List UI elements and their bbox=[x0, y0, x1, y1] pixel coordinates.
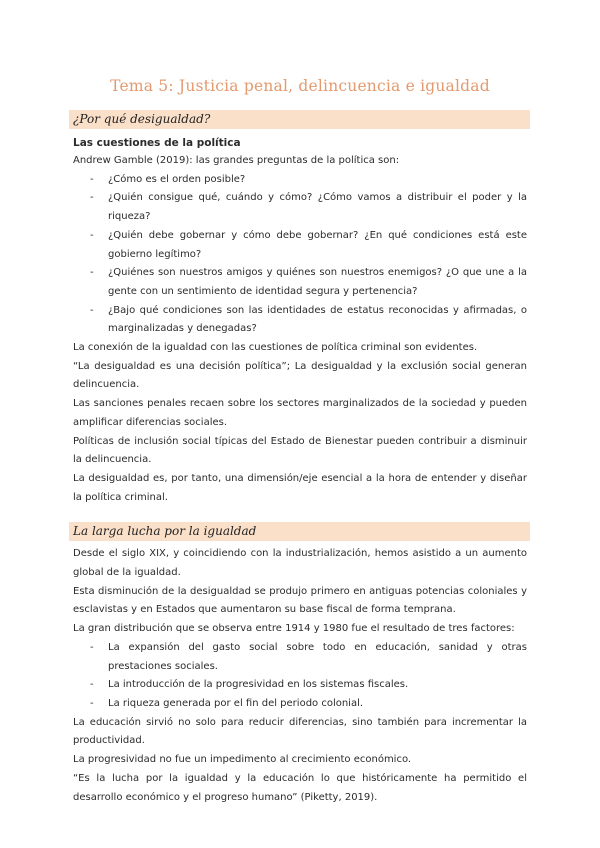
list-item: - La introducción de la progresividad en los sistemas fiscales. bbox=[90, 679, 409, 691]
paragraph: Políticas de inclusión social típicas del Estado de Bienestar pueden contribuir a disminuir la delincuencia. bbox=[73, 435, 527, 466]
paragraph: Las sanciones penales recaen sobre los sectores marginalizados de la sociedad y pueden amplificar diferencias sociales. bbox=[73, 398, 527, 428]
document-page bbox=[73, 74, 527, 807]
list-item: - La expansión del gasto social sobre todo en educación, sanidad y otras prestaciones sociales. bbox=[90, 641, 527, 672]
list-item: - La riqueza generada por el fin del periodo colonial. bbox=[90, 697, 364, 709]
paragraph: Desde el siglo XIX, y coincidiendo con la industrialización, hemos asistido a un aumento global de la igualdad. bbox=[73, 548, 527, 579]
paragraph: La gran distribución que se observa entre 1914 y 1980 fue el resultado de tres factores: bbox=[73, 623, 515, 635]
section-heading-long-struggle: La larga lucha por la igualdad bbox=[69, 522, 530, 541]
list-item: - ¿Quién debe gobernar y cómo debe gobernar? ¿En qué condiciones está este gobierno legítimo? bbox=[90, 229, 527, 260]
paragraph: La progresividad no fue un impedimento al crecimiento económico. bbox=[73, 754, 412, 766]
factors-list bbox=[73, 639, 527, 714]
paragraph: Esta disminución de la desigualdad se produjo primero en antiguas potencias coloniales y esclavistas y en Estados que aumentaron su base fiscal de forma temprana. bbox=[73, 585, 527, 616]
paragraph: “La desigualdad es una decisión política”; La desigualdad y la exclusión social generan delincuencia. bbox=[73, 360, 527, 391]
list-item: - ¿Bajo qué condiciones son las identidades de estatus reconocidas y afirmadas, o marginalizadas y denegadas? bbox=[90, 304, 527, 335]
paragraph: La educación sirvió no solo para reducir diferencias, sino también para incrementar la productividad. bbox=[73, 716, 527, 747]
document-title: Tema 5: Justicia penal, delincuencia e igualdad bbox=[110, 77, 490, 95]
list-item: - ¿Quiénes son nuestros amigos y quiénes son nuestros enemigos? ¿O que une a la gente con un sentimiento de identidad segura y pertenencia? bbox=[90, 267, 527, 297]
section-heading-why-inequality: ¿Por qué desigualdad? bbox=[69, 110, 530, 129]
politics-questions-list bbox=[73, 171, 527, 339]
subheading-politics-questions: Las cuestiones de la política bbox=[73, 137, 241, 149]
intro-paragraph: Andrew Gamble (2019): las grandes preguntas de la política son: bbox=[73, 155, 400, 166]
paragraph: La desigualdad es, por tanto, una dimensión/eje esencial a la hora de entender y diseñar la política criminal. bbox=[73, 472, 527, 503]
list-item: - ¿Quién consigue qué, cuándo y cómo? ¿Cómo vamos a distribuir el poder y la riqueza? bbox=[90, 192, 527, 223]
list-item: - ¿Cómo es el orden posible? bbox=[90, 173, 246, 185]
paragraph: “Es la lucha por la igualdad y la educación lo que históricamente ha permitido el desarrollo económico y el progreso humano” (Piketty, 2019). bbox=[73, 772, 527, 803]
paragraph: La conexión de la igualdad con las cuestiones de política criminal son evidentes. bbox=[73, 342, 478, 354]
